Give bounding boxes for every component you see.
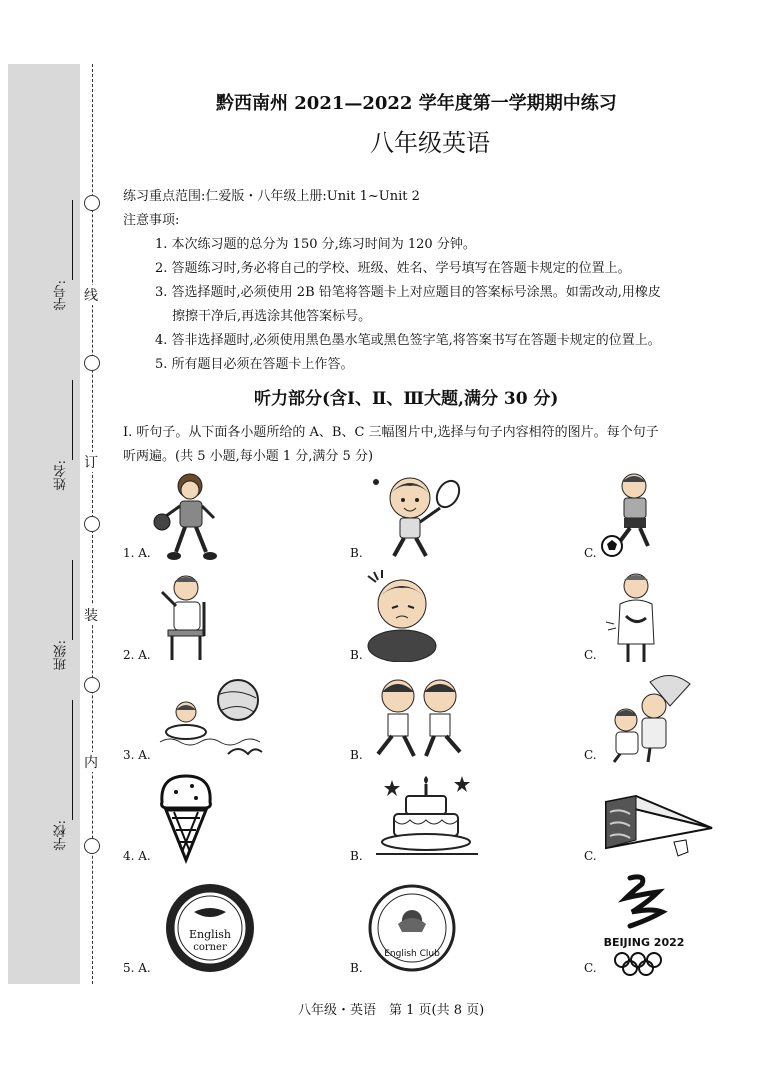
badge-text-english-club: English Club	[384, 949, 440, 959]
cut-mark-ding: 订	[84, 452, 98, 472]
basketball-boy-image	[148, 470, 228, 562]
note-2: 2. 答题练习时,务必将自己的学校、班级、姓名、学号填写在答题卡规定的位置上。	[155, 261, 631, 276]
note-3: 3. 答选择题时,必须使用 2B 铅笔将答题卡上对应题目的答案标号涂黑。如需改动,用橡皮	[155, 285, 661, 300]
ice-cream-image	[156, 772, 216, 864]
tennis-boy-image	[370, 472, 470, 564]
sandwich-image	[602, 792, 714, 864]
note-4: 4. 答非选择题时,必须使用黑色墨水笔或黑色签字笔,将答案书写在答题卡规定的位置上。	[155, 333, 661, 348]
cut-circle	[84, 195, 100, 211]
subject-title: 八年级英语	[370, 129, 490, 157]
notes-heading: 注意事项:	[123, 213, 180, 228]
cut-circle	[84, 355, 100, 371]
stomachache-person-image	[606, 570, 668, 664]
running-kids-image	[368, 674, 472, 764]
kids-fan-image	[600, 672, 694, 764]
q2-a-label: 2. A.	[123, 648, 151, 662]
cut-mark-zhuang: 装	[84, 605, 98, 625]
page-footer: 八年级・英语 第 1 页(共 8 页)	[298, 1003, 485, 1018]
note-5: 5. 所有题目必须在答题卡上作答。	[155, 357, 354, 372]
note-1: 1. 本次练习题的总分为 150 分,练习时间为 120 分钟。	[155, 237, 476, 252]
q1-b-label: B.	[350, 546, 363, 560]
class-label: 班级:	[54, 640, 69, 671]
q2-b-label: B.	[350, 648, 363, 662]
name-line	[72, 380, 73, 460]
section-title: 听力部分(含Ⅰ、Ⅱ、Ⅲ大题,满分 30 分)	[254, 389, 559, 409]
q2-c-label: C.	[584, 648, 597, 662]
football-boy-image	[598, 470, 668, 560]
part1-instruction: Ⅰ. 听句子。从下面各小题所给的 A、B、C 三幅图片中,选择与句子内容相符的图片。每个句子	[123, 425, 659, 440]
beijing-2022-logo-image	[602, 872, 686, 976]
school-label: 学校:	[54, 820, 69, 851]
class-line	[72, 560, 73, 640]
english-club-badge-image	[364, 882, 460, 974]
q4-b-label: B.	[350, 849, 363, 863]
name-label: 姓名:	[54, 460, 69, 491]
scope-text: 练习重点范围:仁爱版・八年级上册:Unit 1~Unit 2	[123, 189, 420, 204]
note-3-cont: 擦擦干净后,再选涂其他答案标号。	[172, 309, 372, 324]
q1-a-label: 1. A.	[123, 546, 151, 560]
cut-circle	[84, 838, 100, 854]
q3-b-label: B.	[350, 748, 363, 762]
cut-circle	[84, 677, 100, 693]
english-corner-badge-image	[160, 882, 260, 974]
beijing-2022-text: BEIJING 2022	[603, 936, 685, 949]
q5-c-label: C.	[584, 961, 597, 975]
birthday-cake-image	[372, 770, 482, 864]
part1-instruction-cont: 听两遍。(共 5 小题,每小题 1 分,满分 5 分)	[123, 449, 374, 464]
q3-c-label: C.	[584, 748, 597, 762]
headache-man-image	[362, 568, 448, 662]
school-line	[72, 700, 73, 820]
q1-c-label: C.	[584, 546, 597, 560]
q4-a-label: 4. A.	[123, 849, 151, 863]
swimming-image	[158, 674, 268, 764]
cut-mark-nei: 内	[84, 752, 98, 772]
page-title: 黔西南州 2021—2022 学年度第一学期期中练习	[216, 93, 617, 114]
cut-mark-xian: 线	[84, 285, 98, 305]
q3-a-label: 3. A.	[123, 748, 151, 762]
q5-a-label: 5. A.	[123, 961, 151, 975]
student-number-line	[72, 200, 73, 280]
q4-c-label: C.	[584, 849, 597, 863]
badge-text-corner: corner	[193, 942, 227, 953]
student-number-label: 学号:	[54, 280, 69, 311]
badge-text-english: English	[189, 928, 231, 941]
q5-b-label: B.	[350, 961, 363, 975]
sneezing-person-image	[152, 572, 218, 664]
cut-circle	[84, 516, 100, 532]
